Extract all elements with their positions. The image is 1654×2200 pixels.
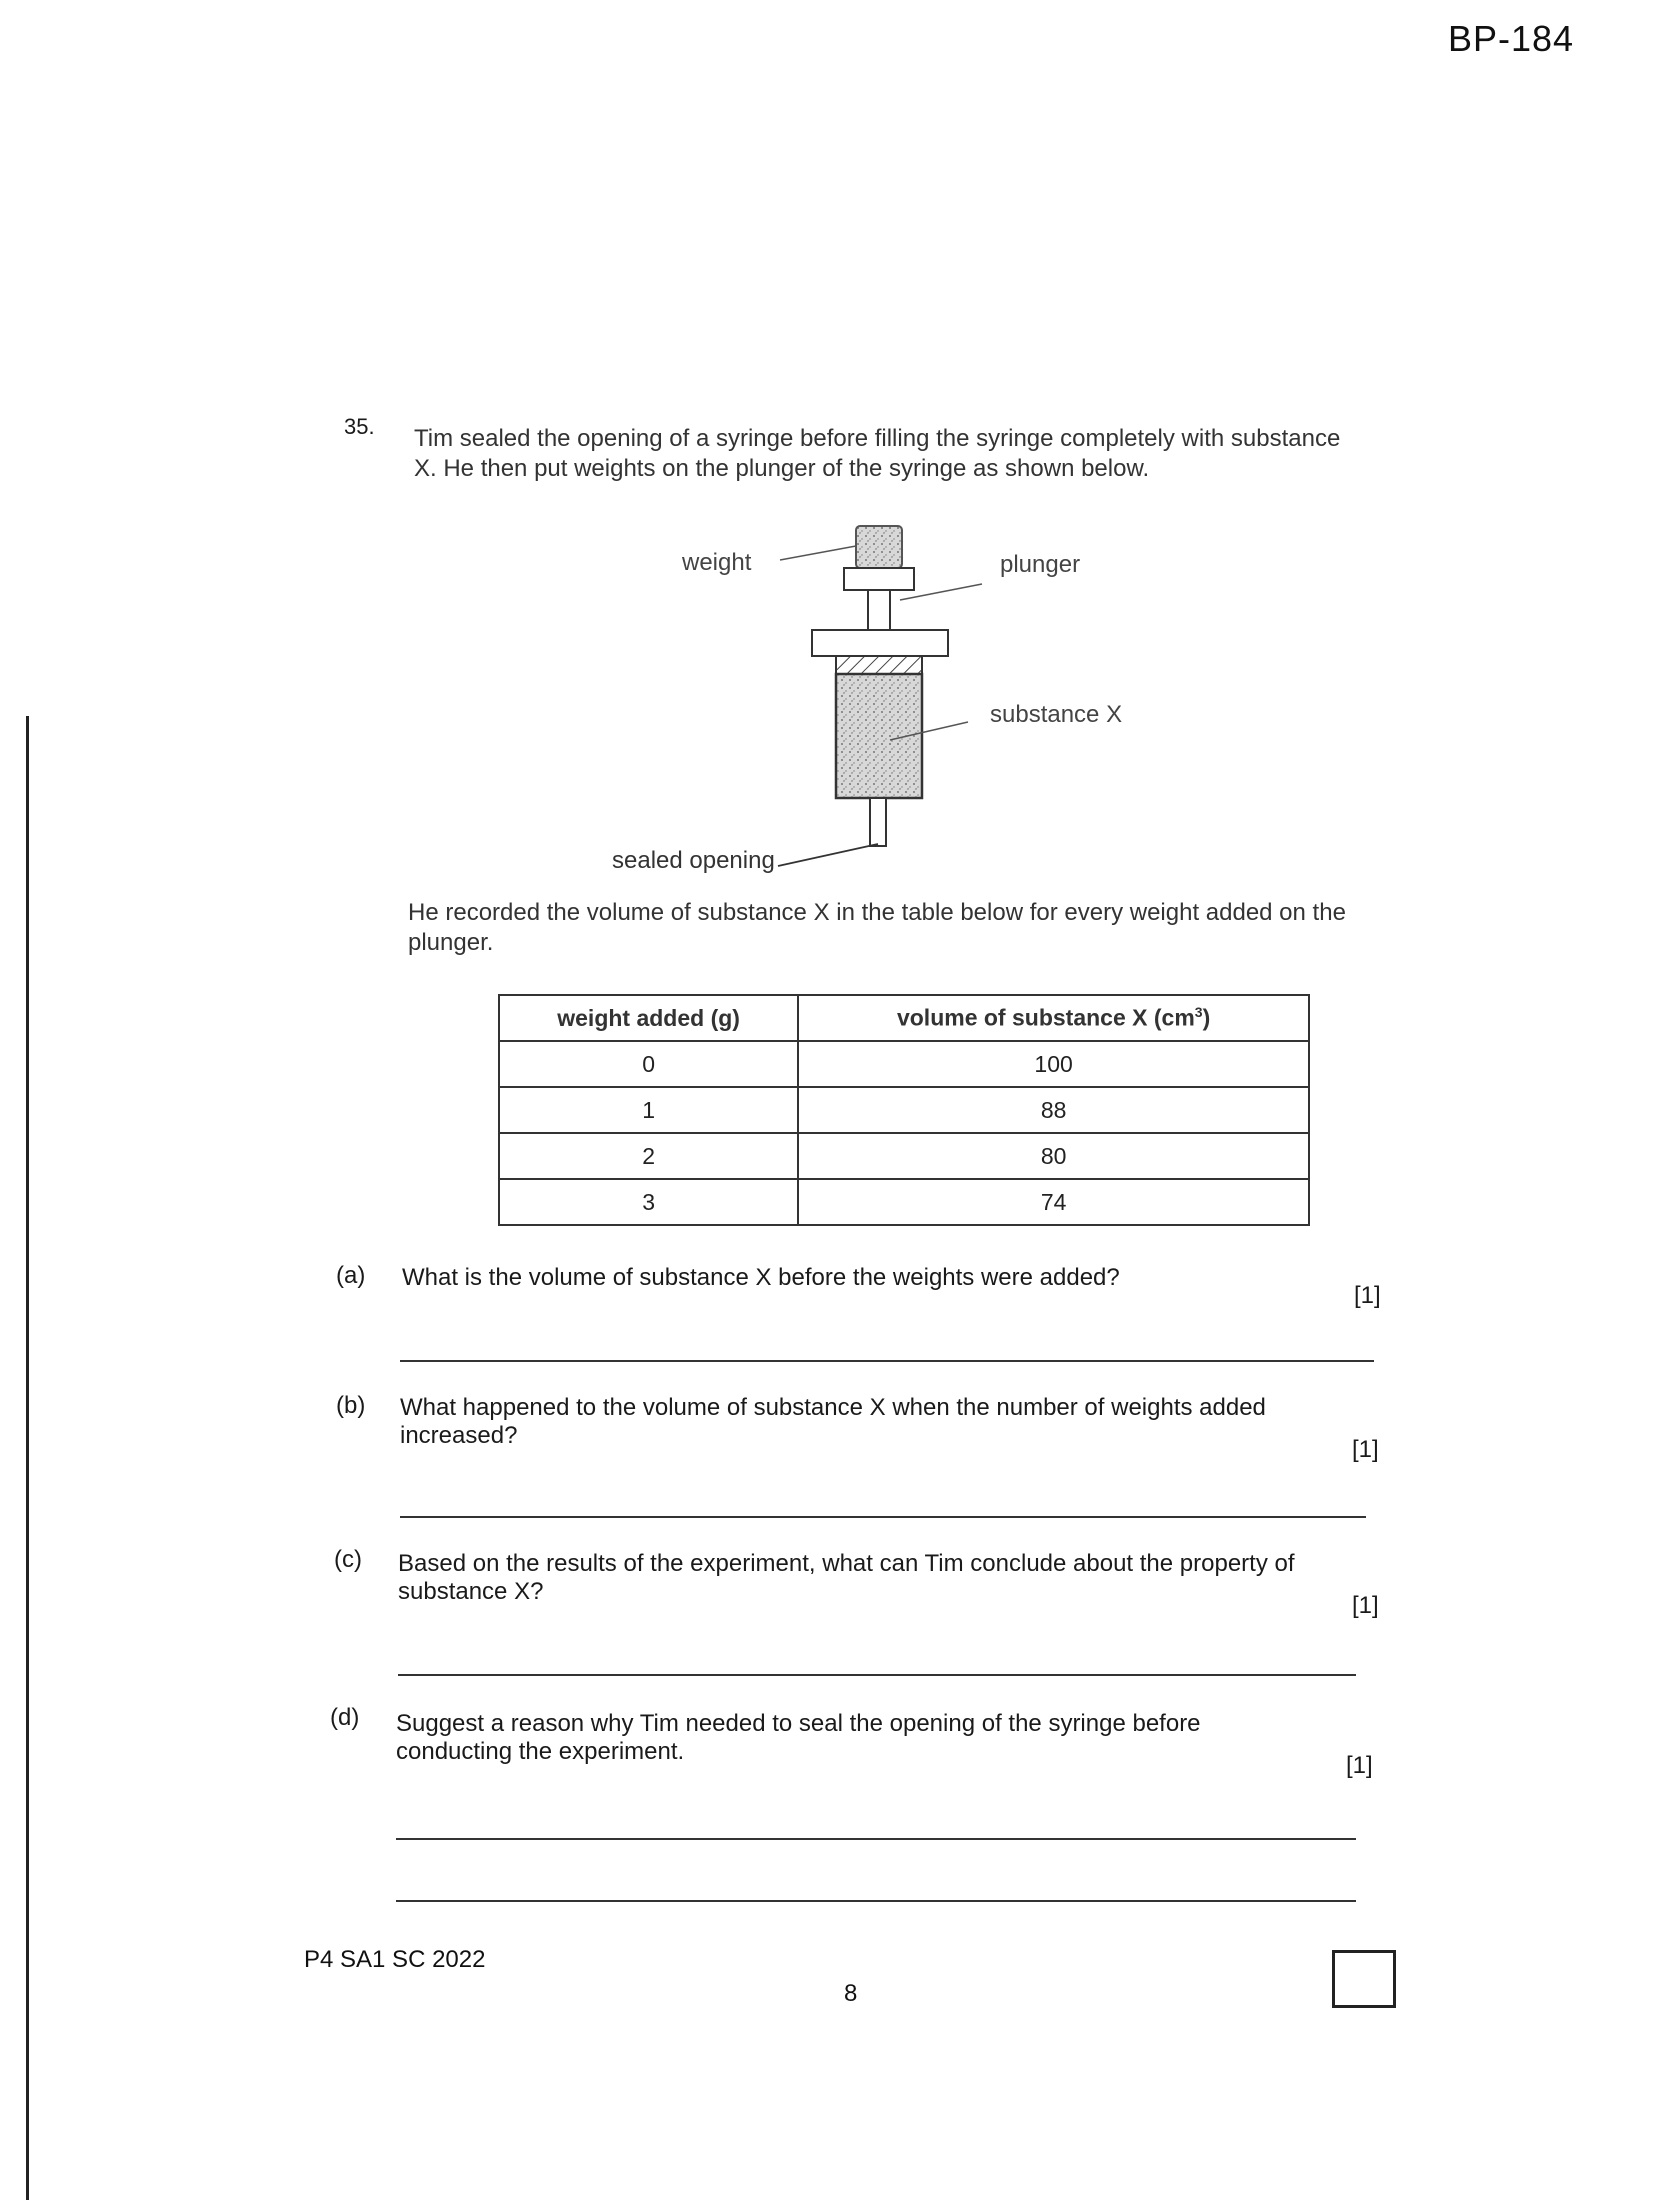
- part-a-answer-line[interactable]: [400, 1360, 1374, 1362]
- question-intro: Tim sealed the opening of a syringe before filling the syringe completely with substance X. He then put weights on the plunger of the syringe as shown below.: [414, 425, 1341, 482]
- part-b-label: (b): [336, 1392, 366, 1419]
- question-number: 35.: [344, 414, 375, 439]
- syringe-diagram: [600, 510, 1200, 890]
- part-c-label: (c): [334, 1546, 362, 1573]
- part-d-label: (d): [330, 1704, 360, 1731]
- part-a-marks: [1]: [1354, 1282, 1381, 1309]
- syringe-flange: [812, 630, 948, 656]
- part-b-question: What happened to the volume of substance X when the number of weights added increased?: [400, 1394, 1266, 1449]
- part-a-label: (a): [336, 1262, 366, 1289]
- weight-block: [856, 526, 902, 568]
- part-d-answer-line-2[interactable]: [396, 1900, 1356, 1902]
- paper-code: P4 SA1 SC 2022: [304, 1946, 486, 1973]
- part-b-answer-line[interactable]: [400, 1516, 1366, 1518]
- label-sealed-opening: sealed opening: [612, 847, 775, 874]
- part-d-marks: [1]: [1346, 1752, 1373, 1779]
- label-substance: substance X: [990, 701, 1123, 728]
- header-volume: volume of substance X $(cm^3)$: [798, 995, 1309, 1041]
- score-box[interactable]: [1332, 1950, 1396, 2008]
- cell-weight: 2: [499, 1133, 798, 1179]
- part-c-question: Based on the results of the experiment, what can Tim conclude about the property of substance X?: [398, 1550, 1295, 1605]
- syringe-nozzle: [870, 798, 886, 846]
- part-c-marks: [1]: [1352, 1592, 1379, 1619]
- part-a-question: What is the volume of substance X before the weights were added?: [402, 1264, 1120, 1291]
- cell-volume: 74: [798, 1179, 1309, 1225]
- plunger-head: [836, 656, 922, 674]
- label-weight: weight: [682, 549, 752, 576]
- cell-volume: 88: [798, 1087, 1309, 1133]
- part-d-answer-line-1[interactable]: [396, 1838, 1356, 1840]
- cell-weight: 3: [499, 1179, 798, 1225]
- cell-volume: 80: [798, 1133, 1309, 1179]
- plunger-rod: [868, 590, 890, 630]
- table-row: [499, 1087, 1309, 1133]
- table-row: [499, 1179, 1309, 1225]
- cell-weight: 1: [499, 1087, 798, 1133]
- table-row: [499, 1041, 1309, 1087]
- scan-edge-line: [26, 716, 29, 2200]
- table-intro: He recorded the volume of substance X in the table below for every weight added on the plunger.: [408, 899, 1346, 956]
- plunger-handle: [844, 568, 914, 590]
- part-c-answer-line[interactable]: [398, 1674, 1356, 1676]
- label-plunger: plunger: [1000, 551, 1081, 578]
- cell-volume: 100: [798, 1041, 1309, 1087]
- page-code: BP-184: [1448, 18, 1575, 59]
- part-d-question: Suggest a reason why Tim needed to seal the opening of the syringe before conducting the experiment.: [396, 1710, 1201, 1765]
- table-row: [499, 1133, 1309, 1179]
- header-weight: weight added (g): [499, 995, 798, 1041]
- results-table: [498, 994, 1310, 1226]
- page-number: 8: [844, 1980, 858, 2007]
- cell-weight: 0: [499, 1041, 798, 1087]
- part-b-marks: [1]: [1352, 1436, 1379, 1463]
- table-header-row: [499, 995, 1309, 1041]
